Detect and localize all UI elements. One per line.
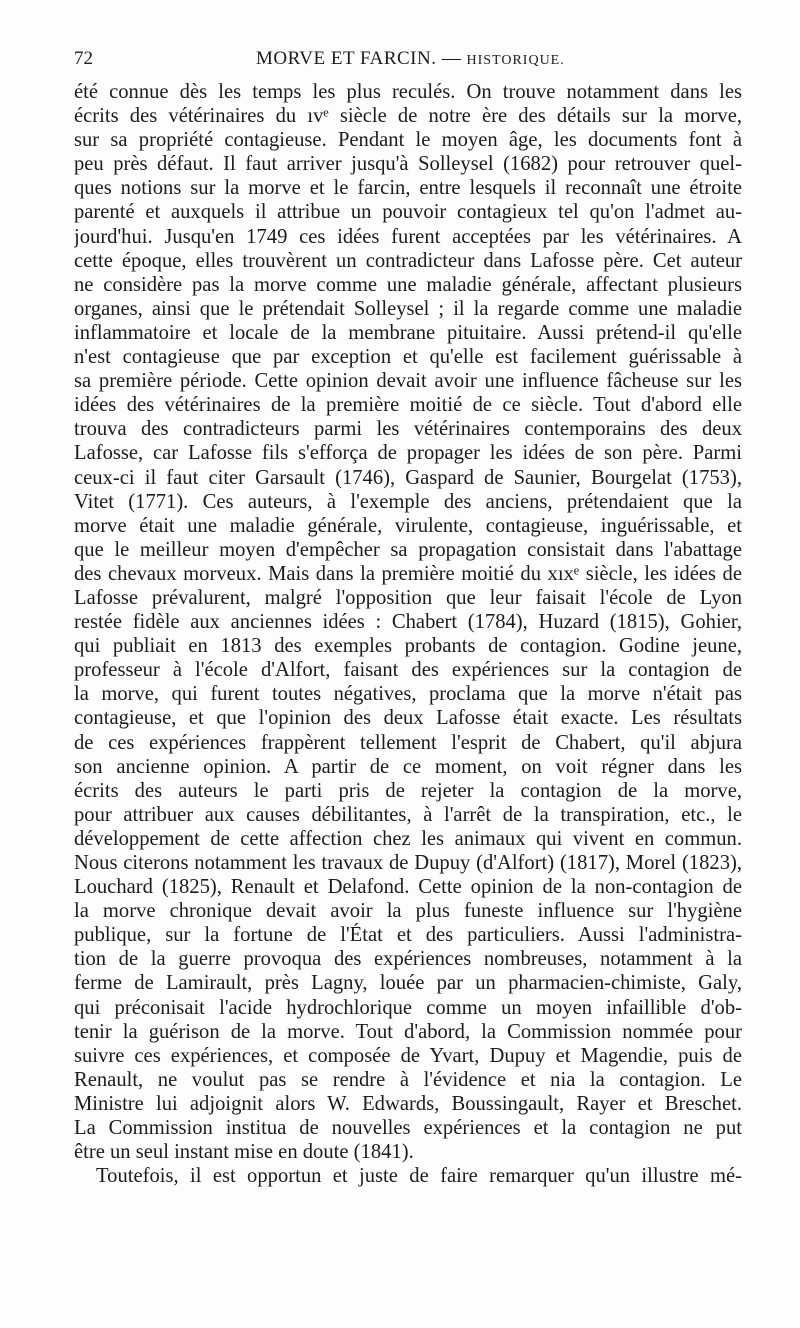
text-line: publique, sur la fortune de l'État et des particuliers. Aussi l'administra- (74, 924, 742, 947)
text-line: de ces expériences frappèrent tellement l'esprit de Chabert, qu'il abjura (74, 731, 742, 754)
text-line: jourd'hui. Jusqu'en 1749 ces idées furent acceptées par les vétérinaires. A (74, 225, 742, 248)
text-line: la morve chronique devait avoir la plus funeste influence sur l'hygiène (74, 900, 742, 923)
text-line: parenté et auxquels il attribue un pouvoir contagieux tel qu'on l'admet au- (74, 201, 742, 224)
text-line: ques notions sur la morve et le farcin, entre lesquels il reconnaît une étroite (74, 177, 742, 200)
text-line: des chevaux morveux. Mais dans la première moitié du xıxᵉ siècle, les idées de (74, 562, 742, 585)
text-line: ceux-ci il faut citer Garsault (1746), Gaspard de Saunier, Bourgelat (1753), (74, 466, 742, 489)
running-title-main: MORVE ET FARCIN. — (256, 48, 462, 69)
text-line: que le meilleur moyen d'empêcher sa propagation consistait dans l'abattage (74, 538, 742, 561)
text-line: sa première période. Cette opinion devait avoir une influence fâcheuse sur les (74, 370, 742, 393)
text-line: tion de la guerre provoqua des expériences nombreuses, notamment à la (74, 948, 742, 971)
running-head (74, 46, 742, 72)
text-line: été connue dès les temps les plus reculés. On trouve notamment dans les (74, 81, 742, 103)
running-title-section: HISTORIQUE. (466, 53, 565, 68)
text-line: contagieuse, et que l'opinion des deux Lafosse était exacte. Les résultats (74, 707, 742, 730)
body-text (74, 80, 742, 1188)
text-line: ne considère pas la morve comme une maladie générale, affectant plusieurs (74, 273, 742, 296)
paragraph-start-line: Toutefois, il est opportun et juste de faire remarquer qu'un illustre mé- (96, 1165, 742, 1188)
paragraph-end-line: être un seul instant mise en doute (1841). (74, 1141, 414, 1164)
text-line: n'est contagieuse que par exception et qu'elle est facilement guérissable à (74, 346, 742, 369)
text-line: organes, ainsi que le prétendait Solleysel ; il la regarde comme une maladie (74, 297, 742, 320)
running-title (256, 46, 565, 74)
text-line: sur sa propriété contagieuse. Pendant le moyen âge, les documents font à (74, 129, 742, 152)
text-line: Nous citerons notamment les travaux de Dupuy (d'Alfort) (1817), Morel (1823), (74, 852, 742, 874)
text-line: écrits des vétérinaires du ıvᵉ siècle de notre ère des détails sur la morve, (74, 105, 742, 128)
text-line: tenir la guérison de la morve. Tout d'abord, la Commission nommée pour (74, 1020, 742, 1043)
text-line: son ancienne opinion. A partir de ce moment, on voit régner dans les (74, 755, 742, 778)
text-line: la morve, qui furent toutes négatives, proclama que la morve n'était pas (74, 683, 742, 706)
text-line: cette époque, elles trouvèrent un contradicteur dans Lafosse père. Cet auteur (74, 249, 742, 272)
text-line: Lafosse prévalurent, malgré l'opposition que leur faisait l'école de Lyon (74, 586, 742, 609)
text-line: écrits des auteurs le parti pris de rejeter la contagion de la morve, (74, 779, 742, 802)
text-line: inflammatoire et locale de la membrane pituitaire. Aussi prétend-il qu'elle (74, 321, 742, 344)
text-line: Louchard (1825), Renault et Delafond. Cette opinion de la non-contagion de (74, 876, 742, 899)
text-line: morve était une maladie générale, virulente, contagieuse, inguérissable, et (74, 514, 742, 537)
text-line: La Commission institua de nouvelles expériences et la contagion ne put (74, 1117, 742, 1140)
text-line: Lafosse, car Lafosse fils s'efforça de propager les idées de son père. Parmi (74, 442, 742, 465)
text-line: professeur à l'école d'Alfort, faisant des expériences sur la contagion de (74, 659, 742, 682)
text-line: ferme de Lamirault, près Lagny, louée par un pharmacien-chimiste, Galy, (74, 972, 742, 995)
text-line: Renault, ne voulut pas se rendre à l'évidence et nia la contagion. Le (74, 1068, 742, 1091)
text-line: restée fidèle aux anciennes idées : Chabert (1784), Huzard (1815), Gohier, (74, 611, 742, 634)
page-number: 72 (74, 48, 93, 69)
text-line: qui publiait en 1813 des exemples probants de contagion. Godine jeune, (74, 635, 742, 658)
text-line: idées des vétérinaires de la première moitié de ce siècle. Tout d'abord elle (74, 394, 742, 417)
text-line: développement de cette affection chez les animaux qui vivent en commun. (74, 827, 742, 850)
text-line: suivre ces expériences, et composée de Yvart, Dupuy et Magendie, puis de (74, 1044, 742, 1067)
text-line: trouva des contradicteurs parmi les vétérinaires contemporains des deux (74, 418, 742, 441)
text-line: pour attribuer aux causes débilitantes, à l'arrêt de la transpiration, etc., le (74, 803, 742, 826)
text-line: qui préconisait l'acide hydrochlorique comme un moyen infaillible d'ob- (74, 996, 742, 1019)
text-line: peu près défaut. Il faut arriver jusqu'à Solleysel (1682) pour retrouver quel- (74, 153, 742, 176)
text-line: Vitet (1771). Ces auteurs, à l'exemple des anciens, prétendaient que la (74, 490, 742, 513)
text-line: Ministre lui adjoignit alors W. Edwards, Boussingault, Rayer et Breschet. (74, 1092, 742, 1115)
